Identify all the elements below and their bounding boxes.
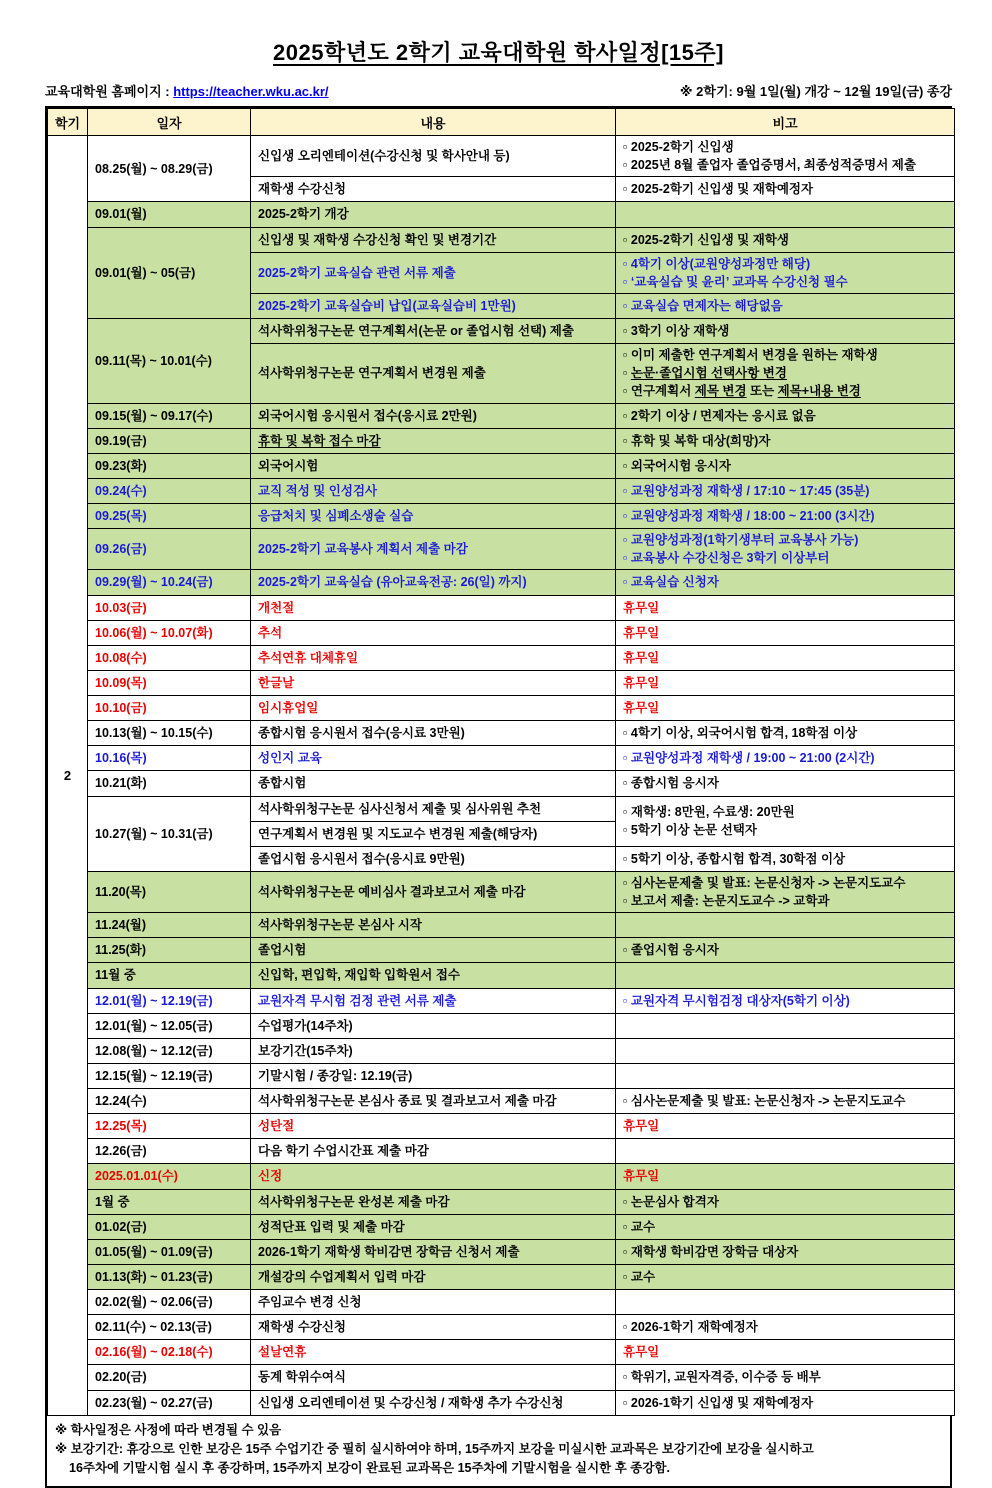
note-line: 휴무일 <box>623 1119 660 1134</box>
date-cell: 10.27(월) ~ 10.31(금) <box>88 796 251 871</box>
table-row <box>48 504 955 529</box>
content-cell: 성적단표 입력 및 제출 마감 <box>251 1214 616 1239</box>
note-line: ▫ 교육실습 면제자는 해당없음 <box>623 298 783 313</box>
table-row <box>48 529 955 570</box>
content-cell: 종합시험 <box>251 771 616 796</box>
table-row <box>48 1214 955 1239</box>
table-row <box>48 202 955 227</box>
note-cell <box>616 1189 955 1214</box>
note-cell <box>616 453 955 478</box>
note-cell <box>616 1164 955 1189</box>
date-cell: 09.01(월) ~ 05(금) <box>88 227 251 319</box>
note-cell <box>616 1214 955 1239</box>
table-row <box>48 319 955 344</box>
content-cell: 2025-2학기 교육실습비 납입(교육실습비 1만원) <box>251 293 616 318</box>
calendar-box <box>45 106 952 1488</box>
note-line: ▫ ‘교육실습 및 윤리’ 교과목 수강신청 필수 <box>623 274 848 289</box>
content-cell: 개설강의 수업계획서 입력 마감 <box>251 1264 616 1289</box>
content-cell: 휴학 및 복학 접수 마감 <box>251 428 616 453</box>
table-row <box>48 1038 955 1063</box>
note-cell <box>616 1114 955 1139</box>
table-row <box>48 1340 955 1365</box>
note-line: ▫ 재학생: 8만원, 수료생: 20만원 <box>623 805 795 819</box>
note-cell <box>616 293 955 318</box>
table-row <box>48 913 955 938</box>
note-cell <box>616 595 955 620</box>
note-line: ▫ 2026-1학기 재학예정자 <box>623 1320 758 1335</box>
note-cell <box>616 504 955 529</box>
note-line: ▫ 교육봉사 수강신청은 3학기 이상부터 <box>623 551 830 566</box>
note-cell <box>616 913 955 938</box>
date-cell: 12.01(월) ~ 12.05(금) <box>88 1013 251 1038</box>
content-cell: 졸업시험 응시원서 접수(응시료 9만원) <box>251 846 616 871</box>
calendar-table <box>47 108 955 1416</box>
table-row <box>48 1290 955 1315</box>
date-cell: 10.03(금) <box>88 595 251 620</box>
note-line: ▫ 교육실습 신청자 <box>623 575 719 590</box>
content-cell: 다음 학기 수업시간표 제출 마감 <box>251 1139 616 1164</box>
note-cell <box>616 796 955 846</box>
header-semester: 학기 <box>48 109 88 136</box>
homepage-label: 교육대학원 홈페이지 : <box>45 84 170 99</box>
content-cell: 2026-1학기 재학생 학비감면 장학금 신청서 제출 <box>251 1239 616 1264</box>
note-line: ▫ 5학기 이상, 종합시험 합격, 30학점 이상 <box>623 851 846 866</box>
table-row <box>48 988 955 1013</box>
note-cell <box>616 670 955 695</box>
content-cell: 석사학위청구논문 연구계획서(논문 or 졸업시험 선택) 제출 <box>251 319 616 344</box>
content-cell: 석사학위청구논문 본심사 종료 및 결과보고서 제출 마감 <box>251 1089 616 1114</box>
content-cell: 외국어시험 <box>251 453 616 478</box>
content-cell: 수업평가(14주차) <box>251 1013 616 1038</box>
note-cell <box>616 871 955 912</box>
content-cell: 주임교수 변경 신청 <box>251 1290 616 1315</box>
table-row <box>48 796 955 821</box>
date-cell: 09.15(월) ~ 09.17(수) <box>88 403 251 428</box>
date-cell: 1월 중 <box>88 1189 251 1214</box>
date-cell: 02.23(월) ~ 02.27(금) <box>88 1390 251 1415</box>
content-cell: 성인지 교육 <box>251 746 616 771</box>
note-line: 휴무일 <box>623 625 660 640</box>
note-cell <box>616 988 955 1013</box>
table-row <box>48 428 955 453</box>
table-row <box>48 595 955 620</box>
note-cell <box>616 645 955 670</box>
note-cell <box>616 1013 955 1038</box>
content-cell: 재학생 수강신청 <box>251 1315 616 1340</box>
note-line: 휴무일 <box>623 600 660 615</box>
note-line: ▫ 논문·졸업시험 선택사항 변경 <box>623 366 787 381</box>
table-row <box>48 227 955 252</box>
table-row <box>48 620 955 645</box>
note-cell <box>616 771 955 796</box>
content-cell: 신입생 오리엔테이션(수강신청 및 학사안내 등) <box>251 136 616 177</box>
note-cell <box>616 1239 955 1264</box>
note-cell <box>616 403 955 428</box>
content-cell: 응급처치 및 심폐소생술 실습 <box>251 504 616 529</box>
date-cell: 10.13(월) ~ 10.15(수) <box>88 721 251 746</box>
homepage-link[interactable]: https://teacher.wku.ac.kr/ <box>173 84 329 99</box>
note-line: ▫ 교원양성과정 재학생 / 19:00 ~ 21:00 (2시간) <box>623 751 875 766</box>
content-cell: 교직 적성 및 인성검사 <box>251 478 616 503</box>
content-cell: 석사학위청구논문 연구계획서 변경원 제출 <box>251 344 616 403</box>
date-cell: 11.25(화) <box>88 938 251 963</box>
note-line: ▫ 휴학 및 복학 대상(희망)자 <box>623 433 771 448</box>
header-content: 내용 <box>251 109 616 136</box>
note-line: ▫ 교수 <box>623 1269 656 1284</box>
note-cell <box>616 1264 955 1289</box>
note-line: ▫ 심사논문제출 및 발표: 논문신청자 -> 논문지도교수 <box>623 1094 906 1108</box>
content-cell: 2025-2학기 교육실습 관련 서류 제출 <box>251 252 616 293</box>
table-row <box>48 1013 955 1038</box>
note-line: 휴무일 <box>623 1169 660 1184</box>
calendar-table-body <box>48 136 955 1416</box>
note-line: ▫ 학위기, 교원자격증, 이수증 등 배부 <box>623 1370 821 1385</box>
date-cell: 12.24(수) <box>88 1089 251 1114</box>
table-row <box>48 1365 955 1390</box>
table-row <box>48 645 955 670</box>
content-cell: 석사학위청구논문 심사신청서 제출 및 심사위원 추천 <box>251 796 616 821</box>
date-cell: 09.24(수) <box>88 478 251 503</box>
note-cell <box>616 1038 955 1063</box>
note-cell <box>616 227 955 252</box>
table-row <box>48 1164 955 1189</box>
note-cell <box>616 846 955 871</box>
content-cell: 석사학위청구논문 완성본 제출 마감 <box>251 1189 616 1214</box>
note-line: ▫ 재학생 학비감면 장학금 대상자 <box>623 1244 799 1259</box>
note-cell <box>616 1340 955 1365</box>
note-line: ▫ 교원양성과정(1학기생부터 교육봉사 가능) <box>623 533 859 548</box>
date-cell: 12.15(월) ~ 12.19(금) <box>88 1063 251 1088</box>
note-line: 휴무일 <box>623 1345 660 1360</box>
content-cell: 보강기간(15주차) <box>251 1038 616 1063</box>
note-cell <box>616 344 955 403</box>
note-cell <box>616 478 955 503</box>
date-cell: 10.16(목) <box>88 746 251 771</box>
content-cell: 석사학위청구논문 본심사 시작 <box>251 913 616 938</box>
table-row <box>48 1089 955 1114</box>
date-cell: 10.06(월) ~ 10.07(화) <box>88 620 251 645</box>
date-cell: 09.19(금) <box>88 428 251 453</box>
date-cell: 10.21(화) <box>88 771 251 796</box>
content-cell: 2025-2학기 개강 <box>251 202 616 227</box>
note-cell <box>616 746 955 771</box>
date-cell: 01.02(금) <box>88 1214 251 1239</box>
table-row <box>48 771 955 796</box>
note-line: 휴무일 <box>623 675 660 690</box>
page-title: 2025학년도 2학기 교육대학원 학사일정[15주] <box>273 40 724 65</box>
note-line: ▫ 3학기 이상 재학생 <box>623 324 730 338</box>
note-cell <box>616 1365 955 1390</box>
note-cell <box>616 938 955 963</box>
date-cell: 09.01(월) <box>88 202 251 227</box>
table-row <box>48 696 955 721</box>
note-cell <box>616 620 955 645</box>
note-line: ▫ 보고서 제출: 논문지도교수 -> 교학과 <box>623 894 830 908</box>
date-cell: 12.08(월) ~ 12.12(금) <box>88 1038 251 1063</box>
note-cell <box>616 1290 955 1315</box>
note-line: ▫ 이미 제출한 연구계획서 변경을 원하는 재학생 <box>623 348 878 363</box>
date-cell: 12.01(월) ~ 12.19(금) <box>88 988 251 1013</box>
note-cell <box>616 428 955 453</box>
content-cell: 동계 학위수여식 <box>251 1365 616 1390</box>
table-row <box>48 1315 955 1340</box>
note-cell <box>616 177 955 202</box>
header-row <box>48 109 955 136</box>
content-cell: 설날연휴 <box>251 1340 616 1365</box>
note-line: 휴무일 <box>623 650 660 665</box>
date-cell: 09.29(월) ~ 10.24(금) <box>88 570 251 595</box>
date-cell: 09.25(목) <box>88 504 251 529</box>
date-cell: 09.11(목) ~ 10.01(수) <box>88 319 251 404</box>
table-row <box>48 478 955 503</box>
footer-notes <box>47 1416 950 1486</box>
content-cell: 추석연휴 대체휴일 <box>251 645 616 670</box>
note-line: ▫ 심사논문제출 및 발표: 논문신청자 -> 논문지도교수 <box>623 875 906 890</box>
table-row <box>48 1063 955 1088</box>
note-cell <box>616 1139 955 1164</box>
note-cell <box>616 1315 955 1340</box>
note-line: ▫ 2026-1학기 신입생 및 재학예정자 <box>623 1395 814 1410</box>
note-cell <box>616 963 955 988</box>
content-cell: 연구계획서 변경원 및 지도교수 변경원 제출(해당자) <box>251 821 616 846</box>
content-cell: 종합시험 응시원서 접수(응시료 3만원) <box>251 721 616 746</box>
date-cell: 09.23(화) <box>88 453 251 478</box>
date-cell: 02.02(월) ~ 02.06(금) <box>88 1290 251 1315</box>
note-line: ▫ 졸업시험 응시자 <box>623 943 719 958</box>
date-cell: 02.20(금) <box>88 1365 251 1390</box>
note-cell <box>616 1063 955 1088</box>
content-cell: 재학생 수강신청 <box>251 177 616 202</box>
note-line: ▫ 4학기 이상(교원양성과정만 해당) <box>623 256 811 271</box>
header-note: 비고 <box>616 109 955 136</box>
note-line: ▫ 2025-2학기 신입생 및 재학생 <box>623 232 789 247</box>
table-row <box>48 871 955 912</box>
table-row <box>48 1239 955 1264</box>
note-line: ▫ 2025-2학기 신입생 <box>623 140 734 154</box>
note-line: ▫ 논문심사 합격자 <box>623 1194 719 1209</box>
note-line: ▫ 2025-2학기 신입생 및 재학예정자 <box>623 182 814 197</box>
date-cell: 02.11(수) ~ 02.13(금) <box>88 1315 251 1340</box>
subheader <box>45 81 952 100</box>
note-line: ▫ 연구계획서 제목 변경 또는 제목+내용 변경 <box>623 384 861 399</box>
note-line: ▫ 교원양성과정 재학생 / 17:10 ~ 17:45 (35분) <box>623 483 870 498</box>
note-line: ▫ 종합시험 응시자 <box>623 776 719 791</box>
homepage-line <box>45 81 329 100</box>
date-cell: 10.08(수) <box>88 645 251 670</box>
table-row <box>48 670 955 695</box>
table-row <box>48 938 955 963</box>
footer-line: 16주차에 기말시험 실시 후 종강하며, 15주까지 보강이 완료된 교과목은 15주차에 기말시험을 실시한 후 종강함. <box>69 1461 670 1476</box>
content-cell: 개천절 <box>251 595 616 620</box>
table-row <box>48 453 955 478</box>
date-cell: 10.10(금) <box>88 696 251 721</box>
content-cell: 2025-2학기 교육봉사 계획서 제출 마감 <box>251 529 616 570</box>
content-cell: 추석 <box>251 620 616 645</box>
note-line: ▫ 2025년 8월 졸업자 졸업증명서, 최종성적증명서 제출 <box>623 158 916 173</box>
content-cell: 신입학, 편입학, 재입학 입학원서 접수 <box>251 963 616 988</box>
content-cell: 석사학위청구논문 예비심사 결과보고서 제출 마감 <box>251 871 616 912</box>
content-cell: 한글날 <box>251 670 616 695</box>
table-row <box>48 963 955 988</box>
content-cell: 교원자격 무시험 검정 관련 서류 제출 <box>251 988 616 1013</box>
note-line: ▫ 5학기 이상 논문 선택자 <box>623 823 757 838</box>
content-cell: 성탄절 <box>251 1114 616 1139</box>
note-cell <box>616 529 955 570</box>
note-line: ▫ 2학기 이상 / 면제자는 응시료 없음 <box>623 408 816 423</box>
note-cell <box>616 696 955 721</box>
semester-cell: 2 <box>48 136 88 1416</box>
note-cell <box>616 1089 955 1114</box>
date-cell: 11.24(월) <box>88 913 251 938</box>
semester-period-note: ※ 2학기: 9월 1일(월) 개강 ~ 12월 19일(금) 종강 <box>679 84 952 99</box>
note-line: ▫ 교수 <box>623 1219 656 1234</box>
note-line: ▫ 외국어시험 응시자 <box>623 458 731 473</box>
header-date: 일자 <box>88 109 251 136</box>
date-cell: 12.26(금) <box>88 1139 251 1164</box>
table-row <box>48 721 955 746</box>
date-cell: 02.16(월) ~ 02.18(수) <box>88 1340 251 1365</box>
content-cell: 신입생 및 재학생 수강신청 확인 및 변경기간 <box>251 227 616 252</box>
content-cell: 신정 <box>251 1164 616 1189</box>
date-cell: 11월 중 <box>88 963 251 988</box>
note-line: ▫ 교원자격 무시험검정 대상자(5학기 이상) <box>623 993 850 1008</box>
table-row <box>48 1114 955 1139</box>
note-line: ▫ 4학기 이상, 외국어시험 합격, 18학점 이상 <box>623 726 858 741</box>
note-cell <box>616 570 955 595</box>
table-row <box>48 570 955 595</box>
note-cell <box>616 202 955 227</box>
note-cell <box>616 136 955 177</box>
content-cell: 2025-2학기 교육실습 (유아교육전공: 26(일) 까지) <box>251 570 616 595</box>
footer-line: ※ 보강기간: 휴강으로 인한 보강은 15주 수업기간 중 필히 실시하여야 하며, 15주까지 보강을 미실시한 교과목은 보강기간에 보강을 실시하고 <box>55 1442 814 1456</box>
note-cell <box>616 252 955 293</box>
date-cell: 09.26(금) <box>88 529 251 570</box>
content-cell: 외국어시험 응시원서 접수(응시료 2만원) <box>251 403 616 428</box>
date-cell: 08.25(월) ~ 08.29(금) <box>88 136 251 202</box>
date-cell: 10.09(목) <box>88 670 251 695</box>
table-row <box>48 1189 955 1214</box>
content-cell: 졸업시험 <box>251 938 616 963</box>
date-cell: 01.13(화) ~ 01.23(금) <box>88 1264 251 1289</box>
footer-line: ※ 학사일정은 사정에 따라 변경될 수 있음 <box>55 1422 282 1437</box>
date-cell: 12.25(목) <box>88 1114 251 1139</box>
table-row <box>48 1264 955 1289</box>
date-cell: 11.20(목) <box>88 871 251 912</box>
content-cell: 신입생 오리엔테이션 및 수강신청 / 재학생 추가 수강신청 <box>251 1390 616 1415</box>
table-row <box>48 1139 955 1164</box>
date-cell: 2025.01.01(수) <box>88 1164 251 1189</box>
note-line: 휴무일 <box>623 701 660 715</box>
note-line: ▫ 교원양성과정 재학생 / 18:00 ~ 21:00 (3시간) <box>623 509 875 523</box>
date-cell: 01.05(월) ~ 01.09(금) <box>88 1239 251 1264</box>
table-row <box>48 746 955 771</box>
table-row <box>48 136 955 177</box>
content-cell: 기말시험 / 종강일: 12.19(금) <box>251 1063 616 1088</box>
table-row <box>48 403 955 428</box>
note-cell <box>616 721 955 746</box>
note-cell <box>616 319 955 344</box>
content-cell: 임시휴업일 <box>251 696 616 721</box>
